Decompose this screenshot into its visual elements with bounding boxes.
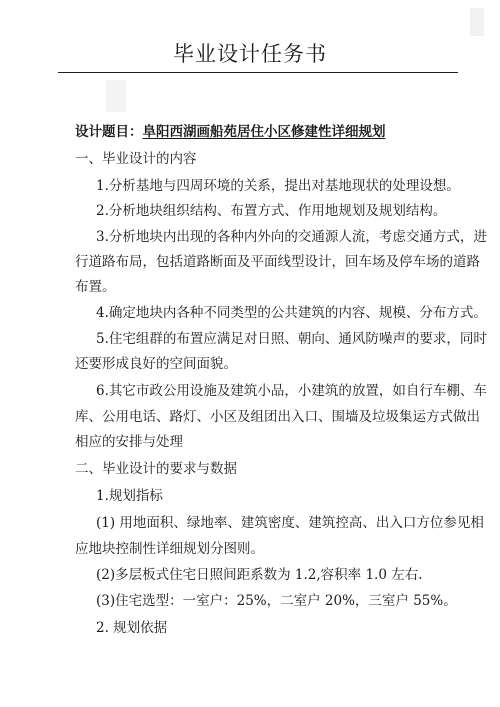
requirement-2: (2)多层板式住宅日照间距系数为 1.2,容积率 1.0 左右. (96, 567, 423, 583)
subheading-planning-basis: 2. 规划依据 (96, 620, 168, 636)
subheading-planning-indices: 1.规划指标 (96, 488, 163, 504)
content-item-3-line-1: 3.分析地块内出现的各种内外向的交通源人流，考虑交通方式，进 (96, 229, 487, 245)
page-title: 毕业设计任务书 (173, 42, 327, 66)
content-item-5-line-2: 还要形成良好的空间面貌。 (75, 356, 237, 372)
requirement-1-line-2: 应地块控制性详细规划分图则。 (75, 541, 264, 557)
title-rule (58, 72, 458, 73)
content-item-6-line-2: 库、公用电话、路灯、小区及组团出入口、围墙及垃圾集运方式做出 (75, 409, 480, 425)
scan-smudge-corner (470, 8, 484, 36)
scan-smudge (106, 80, 126, 112)
content-item-4: 4.确定地块内各种不同类型的公共建筑的内容、规模、分布方式。 (96, 305, 487, 321)
requirement-1-line-1: (1) 用地面积、绿地率、建筑密度、建筑控高、出入口方位参见相 (96, 515, 484, 531)
content-item-3-line-3: 布置。 (75, 279, 116, 295)
section-heading-requirements: 二、毕业设计的要求与数据 (75, 461, 237, 477)
design-subject (75, 123, 386, 141)
section-heading-content: 一、毕业设计的内容 (75, 151, 197, 167)
content-item-1: 1.分析基地与四周环境的关系，提出对基地现状的处理设想。 (96, 178, 460, 194)
content-item-2: 2.分析地块组织结构、布置方式、作用地规划及规划结构。 (96, 203, 447, 219)
content-item-5-line-1: 5.住宅组群的布置应满足对日照、朝向、通风防噪声的要求，同时 (96, 331, 487, 347)
requirement-3: (3)住宅选型：一室户：25%，二室户 20%，三室户 55%。 (96, 593, 457, 609)
content-item-3-line-2: 行道路布局，包括道路断面及平面线型设计，回车场及停车场的道路 (75, 254, 480, 270)
content-item-6-line-3: 相应的安排与处理 (75, 434, 183, 450)
content-item-6-line-1: 6.其它市政公用设施及建筑小品，小建筑的放置，如自行车棚、车 (96, 383, 487, 399)
design-subject-label: 设计题目： (75, 124, 143, 140)
design-subject-value: 阜阳西湖画船苑居住小区修建性详细规划 (142, 124, 386, 140)
